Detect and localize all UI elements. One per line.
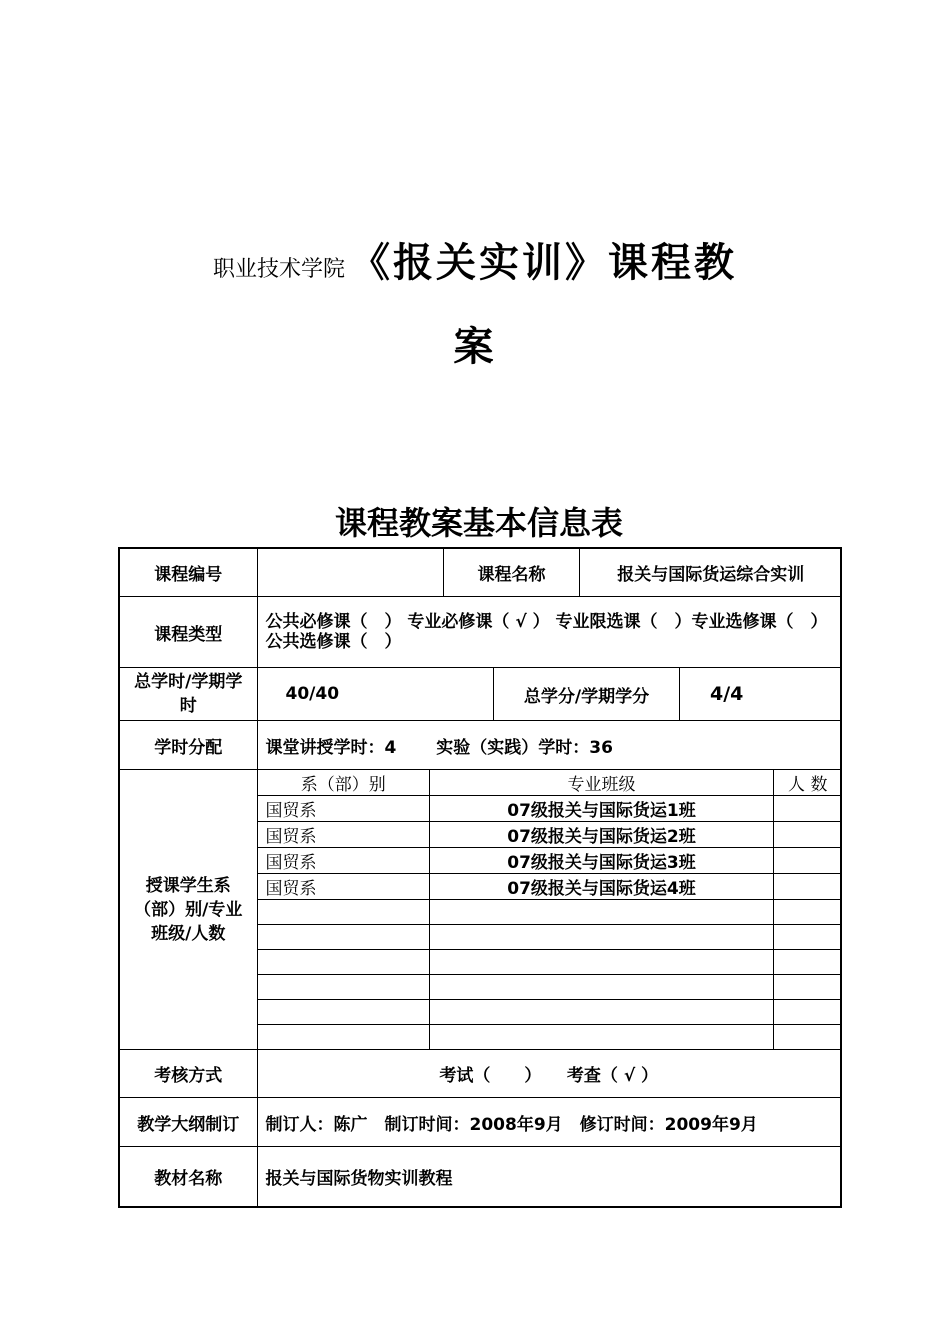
course-info-table (118, 547, 842, 1208)
cell-class (430, 975, 774, 1000)
cell-count (774, 950, 842, 975)
exam-label: 考核方式 (119, 1050, 257, 1098)
credits-value: 4/4 (680, 668, 842, 720)
cell-department (258, 950, 430, 975)
row-textbook (119, 1147, 841, 1207)
header-department: 系（部）别 (258, 770, 430, 796)
table-row (258, 900, 842, 925)
cell-department: 国贸系 (258, 822, 430, 848)
cell-class (430, 1000, 774, 1025)
cell-class (430, 1025, 774, 1050)
table-row (258, 975, 842, 1000)
cell-department (258, 925, 430, 950)
table-row (258, 925, 842, 950)
textbook-value: 报关与国际货物实训教程 (257, 1147, 841, 1207)
header-class: 专业班级 (430, 770, 774, 796)
cell-count (774, 796, 842, 822)
cell-department: 国贸系 (258, 796, 430, 822)
cell-class (430, 900, 774, 925)
course-code-label: 课程编号 (119, 548, 257, 597)
cell-count (774, 975, 842, 1000)
cell-department (258, 1000, 430, 1025)
course-type-value: 公共必修课（ ） 专业必修课（ √ ） 专业限选课（ ）专业选修课（ ） 公共选修课（ ） (257, 597, 841, 668)
cell-department (258, 900, 430, 925)
cell-count (774, 900, 842, 925)
document-title (100, 225, 850, 393)
row-hour-distribution (119, 721, 841, 770)
cell-department: 国贸系 (258, 848, 430, 874)
row-hours (119, 668, 841, 721)
cell-count (774, 1025, 842, 1050)
header-count: 人 数 (774, 770, 842, 796)
syllabus-label: 教学大纲制订 (119, 1098, 257, 1147)
cell-class: 07级报关与国际货运3班 (430, 848, 774, 874)
cell-department (258, 1025, 430, 1050)
course-code-value (258, 549, 444, 596)
hours-value: 40/40 (258, 668, 494, 720)
cell-class: 07级报关与国际货运4班 (430, 874, 774, 900)
course-type-label: 课程类型 (119, 597, 257, 668)
title-main-line2: 案 (453, 324, 497, 370)
exam-value: 考试（ ） 考查（ √ ） (257, 1050, 841, 1098)
table-title: 课程教案基本信息表 (334, 504, 623, 542)
table-row (258, 848, 842, 874)
table-row (258, 822, 842, 848)
textbook-label: 教材名称 (119, 1147, 257, 1207)
cell-count (774, 848, 842, 874)
row-syllabus (119, 1098, 841, 1147)
table-row (258, 950, 842, 975)
hour-distribution-label: 学时分配 (119, 721, 257, 770)
cell-count (774, 874, 842, 900)
cell-class: 07级报关与国际货运1班 (430, 796, 774, 822)
table-row (258, 1000, 842, 1025)
cell-class: 07级报关与国际货运2班 (430, 822, 774, 848)
students-table (258, 770, 842, 1049)
row-course-code (119, 548, 841, 597)
course-name-value: 报关与国际货运综合实训 (580, 549, 842, 596)
cell-department: 国贸系 (258, 874, 430, 900)
students-label: 授课学生系（部）别/专业班级/人数 (119, 770, 257, 1050)
students-header-row (258, 770, 842, 796)
hours-label: 总学时/学期学时 (119, 668, 257, 721)
row-exam (119, 1050, 841, 1098)
table-row (258, 1025, 842, 1050)
course-name-label: 课程名称 (444, 549, 580, 596)
cell-count (774, 822, 842, 848)
title-main-line1: 《报关实训》课程教 (350, 240, 738, 286)
cell-class (430, 950, 774, 975)
syllabus-value: 制订人：陈广 制订时间：2008年9月 修订时间：2009年9月 (257, 1098, 841, 1147)
cell-count (774, 925, 842, 950)
row-course-type (119, 597, 841, 668)
row-students (119, 770, 841, 1050)
table-row (258, 874, 842, 900)
title-prefix: 职业技术学院 (212, 257, 345, 282)
table-row (258, 796, 842, 822)
cell-department (258, 975, 430, 1000)
cell-class (430, 925, 774, 950)
hour-distribution-value: 课堂讲授学时：4 实验（实践）学时：36 (257, 721, 841, 770)
cell-count (774, 1000, 842, 1025)
credits-label: 总学分/学期学分 (494, 668, 680, 720)
